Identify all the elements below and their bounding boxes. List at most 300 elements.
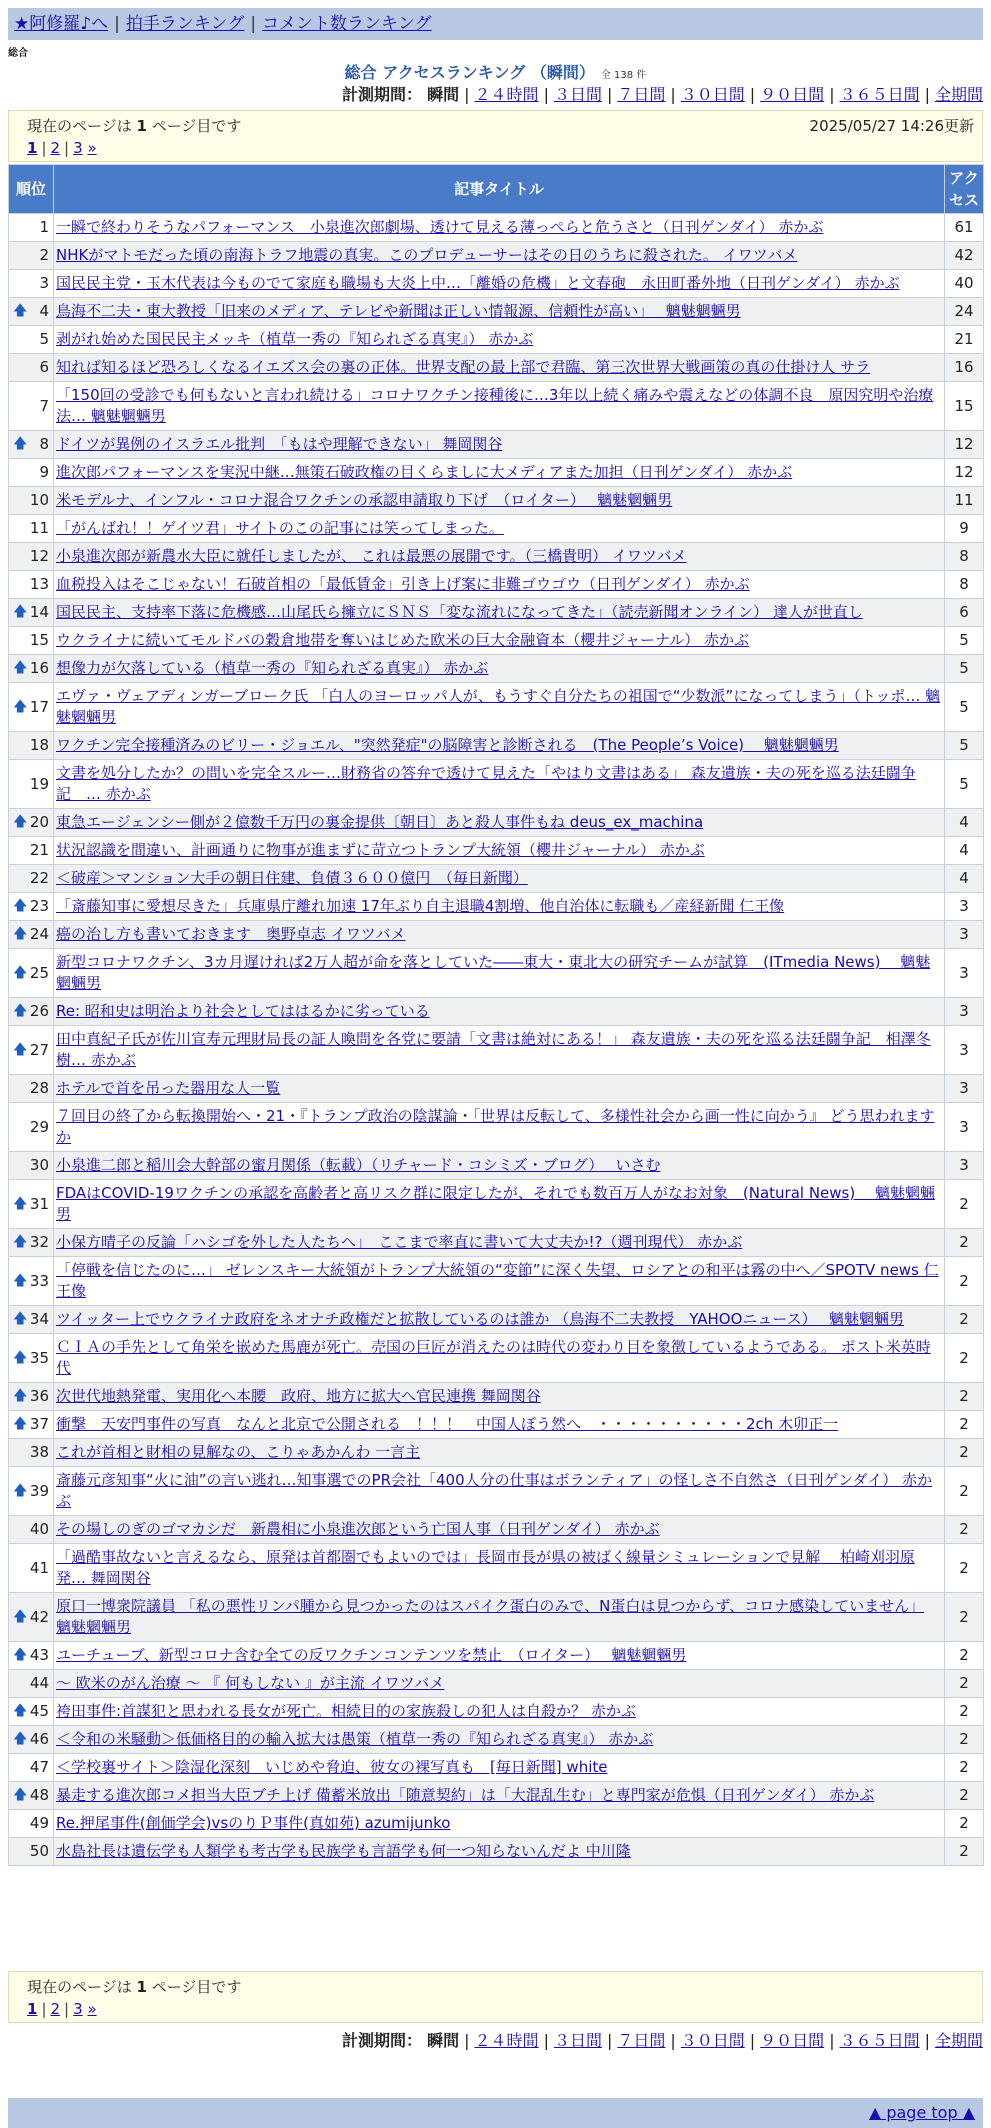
article-link[interactable]: ツイッター上でウクライナ政府をネオナチ政権だと拡散しているのは誰か （鳥海不二夫教授 YAHOOニュース） 魑魅魍魎男 [56, 1310, 904, 1328]
rank-number: 50 [29, 1842, 49, 1860]
access-count: 24 [945, 298, 984, 326]
rank-cell [9, 949, 54, 998]
access-count: 2 [945, 1698, 984, 1726]
rank-number: 5 [39, 330, 49, 348]
title-cell [54, 1754, 945, 1782]
period-selector-top: 計測期間： 瞬間 | ２４時間 | ３日間 | ７日間 | ３０日間 | ９０日間 | ３６５日間 | 全期間 [342, 85, 983, 104]
rank-number: 44 [29, 1674, 49, 1692]
rank-cell [9, 214, 54, 242]
up-arrow-icon: 🡅 [13, 303, 28, 319]
rank-number: 1 [39, 218, 49, 236]
period-link-3d[interactable]: ３日間 [553, 85, 602, 104]
rank-cell [9, 242, 54, 270]
page-link-3[interactable]: 3 [73, 139, 83, 157]
article-link[interactable]: ＜学校裏サイト＞陰湿化深刻 いじめや脅迫、彼女の裸写真も [毎日新聞] white [56, 1758, 608, 1776]
table-row [9, 1593, 984, 1642]
article-link[interactable]: 田中真紀子氏が佐川宣寿元理財局長の証人喚問を各党に要請「文書は絶対にある！」 森友遺族・夫の死を巡る法廷闘争記 相澤冬樹… 赤かぶ [56, 1030, 931, 1069]
title-cell [54, 949, 945, 998]
rank-cell [9, 1334, 54, 1383]
rank-number: 18 [29, 736, 49, 754]
article-link[interactable]: Re: 昭和史は明治より社会としてははるかに劣っている [56, 1002, 430, 1020]
title-cell [54, 683, 945, 732]
article-link[interactable]: 国民民主、支持率下落に危機感…山尾氏ら擁立にＳＮＳ「変な流れになってきた」（読売新聞オンライン） 達人が世直し [56, 603, 863, 621]
page-link-next[interactable]: » [87, 2000, 97, 2018]
table-row [9, 1334, 984, 1383]
access-count: 4 [945, 865, 984, 893]
table-row [9, 1698, 984, 1726]
period-link-30d[interactable]: ３０日間 [680, 2031, 745, 2050]
article-link[interactable]: ドイツが異例のイスラエル批判 「もはや理解できない」 舞岡関谷 [56, 435, 503, 453]
article-link[interactable]: 国民民主党・玉木代表は今ものでて家庭も職場も大炎上中…「離婚の危機」と文春砲 永田町番外地（日刊ゲンダイ） 赤かぶ [56, 274, 900, 292]
access-count: 5 [945, 683, 984, 732]
period-label: 計測期間： [342, 85, 423, 104]
rank-number: 37 [29, 1415, 49, 1433]
current-page-text: 現在のページは 1 ページ目です [27, 117, 242, 135]
period-link-365d[interactable]: ３６５日間 [839, 85, 920, 104]
period-link-30d[interactable]: ３０日間 [680, 85, 745, 104]
article-link[interactable]: 鳥海不二夫・東大教授「旧来のメディア、テレビや新聞は正しい情報源、信頼性が高い」 魑魅魍魎男 [56, 302, 741, 320]
title-cell [54, 732, 945, 760]
rank-cell [9, 1152, 54, 1180]
title-cell [54, 242, 945, 270]
rank-number: 29 [29, 1117, 49, 1136]
article-link[interactable]: ウクライナに続いてモルドバの穀倉地帯を奪いはじめた欧米の巨大金融資本（櫻井ジャーナル） 赤かぶ [56, 631, 749, 649]
page-link-1[interactable]: 1 [27, 139, 38, 157]
table-row [9, 1152, 984, 1180]
article-link[interactable]: 「150回の受診でも何もないと言われ続ける」コロナワクチン接種後に…3年以上続く痛みや震えなどの体調不良 原因究明や治療法… 魑魅魍魎男 [56, 386, 934, 425]
rank-number: 22 [29, 869, 49, 887]
rank-number: 31 [29, 1194, 49, 1213]
access-count: 40 [945, 270, 984, 298]
title-cell [54, 1782, 945, 1810]
footer-bar [8, 2098, 983, 2128]
table-row [9, 242, 984, 270]
article-link[interactable]: 袴田事件:首謀犯と思われる長女が死亡。相続目的の家族殺しの犯人は自殺か？ 赤かぶ [56, 1702, 636, 1720]
table-row [9, 431, 984, 459]
table-row [9, 571, 984, 599]
title-cell [54, 1439, 945, 1467]
period-current: 瞬間 [427, 2031, 460, 2050]
rank-cell [9, 459, 54, 487]
article-link[interactable]: ホテルで首を吊った器用な人一覧 [56, 1079, 281, 1097]
access-count: 61 [945, 214, 984, 242]
applause-ranking-link[interactable]: 拍手ランキング [125, 14, 245, 34]
rank-number: 48 [29, 1786, 49, 1804]
table-row [9, 1670, 984, 1698]
up-arrow-icon: 🡅 [13, 1608, 28, 1625]
title-header: 記事タイトル [54, 165, 945, 214]
ranking-title: 総合 アクセスランキング （瞬間） [344, 63, 595, 82]
article-link[interactable]: 「過酷事故ないと言えるなら、原発は首都圏でもよいのでは」長岡市長が県の被ばく線量シミュレーションで見解 柏崎刈羽原発… 舞岡関谷 [56, 1548, 915, 1587]
article-link[interactable]: 小泉進二郎と稲川会大幹部の蜜月関係（転載）（リチャード・コシミズ・ブログ） いさむ [56, 1156, 661, 1174]
rank-number: 3 [39, 274, 49, 292]
rank-cell [9, 431, 54, 459]
table-row [9, 214, 984, 242]
table-row [9, 1754, 984, 1782]
rank-number: 42 [29, 1607, 49, 1626]
period-link-90d[interactable]: ９０日間 [760, 85, 825, 104]
up-arrow-icon: 🡅 [13, 1349, 28, 1366]
home-link[interactable]: ★阿修羅♪へ [14, 14, 109, 34]
table-row [9, 760, 984, 809]
article-link[interactable]: 衝撃 天安門事件の写真 なんと北京で公開される ！！！ 中国人ぼう然へ ・・・・・・・・・・2ch 木卯正一 [56, 1415, 839, 1433]
up-arrow-icon: 🡅 [13, 1482, 28, 1499]
title-cell [54, 1306, 945, 1334]
rank-cell [9, 1593, 54, 1642]
up-arrow-icon: 🡅 [13, 1311, 28, 1327]
rank-number: 35 [29, 1348, 49, 1367]
access-count: 2 [945, 1516, 984, 1544]
up-arrow-icon: 🡅 [13, 1787, 28, 1803]
title-cell [54, 1257, 945, 1306]
up-arrow-icon: 🡅 [13, 1703, 28, 1719]
nav-separator: | [250, 14, 257, 34]
title-cell [54, 998, 945, 1026]
rank-cell [9, 921, 54, 949]
rank-number: 41 [29, 1558, 49, 1577]
rank-number: 47 [29, 1758, 49, 1776]
article-link[interactable]: 癌の治し方も書いておきます 奥野卓志 イワツバメ [56, 925, 406, 943]
article-link[interactable]: 小泉進次郎が新農水大臣に就任しましたが、 これは最悪の展開です。（三橋貴明） イワツバメ [56, 547, 687, 565]
period-link-3d[interactable]: ３日間 [553, 2031, 602, 2050]
rank-cell [9, 1229, 54, 1257]
current-page-text-bottom: 現在のページは 1 ページ目です [27, 1978, 242, 1996]
table-row [9, 865, 984, 893]
article-link[interactable]: その場しのぎのゴマカシだ 新農相に小泉進次郎という亡国人事（日刊ゲンダイ） 赤かぶ [56, 1520, 660, 1538]
article-link[interactable]: 原口一博衆院議員 「私の悪性リンパ腫から見つかったのはスパイク蛋白のみで、N蛋白は見つからず、コロナ感染していません」 魑魅魍魎男 [56, 1597, 925, 1636]
title-cell [54, 515, 945, 543]
period-label: 計測期間： [342, 2031, 423, 2050]
title-cell [54, 1229, 945, 1257]
access-count: 2 [945, 1726, 984, 1754]
article-link[interactable]: ７回目の終了から転換開始へ・21・『トランプ政治の陰謀論・「世界は反転して、多様性社会から画一性に向かう』 どう思われますか [56, 1107, 935, 1146]
rank-number: 36 [29, 1387, 49, 1405]
table-row [9, 1103, 984, 1152]
title-cell [54, 1516, 945, 1544]
rank-number: 15 [29, 631, 49, 649]
rank-number: 24 [29, 925, 49, 943]
article-link[interactable]: これが首相と財相の見解なの、こりゃあかんわ 一言主 [56, 1443, 421, 1461]
title-cell [54, 1411, 945, 1439]
access-count: 5 [945, 732, 984, 760]
period-link-365d[interactable]: ３６５日間 [839, 2031, 920, 2050]
table-row [9, 949, 984, 998]
table-row [9, 1383, 984, 1411]
rank-cell [9, 837, 54, 865]
up-arrow-icon: 🡅 [13, 436, 28, 452]
period-link-7d[interactable]: ７日間 [617, 85, 666, 104]
access-count: 2 [945, 1257, 984, 1306]
page-link-3[interactable]: 3 [73, 2000, 83, 2018]
article-link[interactable]: 斎藤元彦知事“火に油”の言い逃れ…知事選でのPR会社「400人分の仕事はボランティア」の怪しさ不自然さ（日刊ゲンダイ） 赤かぶ [56, 1471, 933, 1510]
rank-cell [9, 809, 54, 837]
article-link[interactable]: 「停戦を信じたのに…」 ゼレンスキー大統領がトランプ大統領の“変節”に深く失望、ロシアとの和平は霧の中へ／SPOTV news 仁王像 [56, 1261, 939, 1300]
access-count: 21 [945, 326, 984, 354]
access-count: 3 [945, 949, 984, 998]
rank-number: 13 [29, 575, 49, 593]
access-count: 4 [945, 837, 984, 865]
up-arrow-icon: 🡅 [13, 604, 28, 620]
article-link[interactable]: 「がんばれ！！ゲイツ君」サイトのこの記事には笑ってしまった。 [56, 519, 504, 537]
period-link-all[interactable]: 全期間 [934, 2031, 983, 2050]
access-count: 11 [945, 487, 984, 515]
table-row [9, 487, 984, 515]
period-link-24h[interactable]: ２４時間 [474, 2031, 539, 2050]
article-link[interactable]: Re.押尾事件(創価学会)vsのりＰ事件(真如苑) azumijunko [56, 1814, 451, 1832]
up-arrow-icon: 🡅 [13, 1195, 28, 1212]
rank-number: 11 [29, 519, 49, 537]
title-cell [54, 1103, 945, 1152]
table-row [9, 1439, 984, 1467]
article-link[interactable]: エヴァ・ヴェアディンガーブローク氏 「白人のヨーロッパ人が、もうすぐ自分たちの祖国で“少数派”になってしまう」（トッポ… 魑魅魍魎男 [56, 687, 941, 726]
page-link-2[interactable]: 2 [50, 139, 61, 157]
title-cell [54, 1642, 945, 1670]
title-cell [54, 1180, 945, 1229]
access-count: 9 [945, 515, 984, 543]
access-count: 3 [945, 1103, 984, 1152]
title-cell [54, 760, 945, 809]
access-count: 2 [945, 1439, 984, 1467]
ranking-table [8, 164, 984, 1866]
article-link[interactable]: 東急エージェンシー側が２億数千万円の裏金提供〔朝日〕あと殺人事件もね deus_ex_machina [56, 813, 704, 831]
article-link[interactable]: 「斎藤知事に愛想尽きた」兵庫県庁離れ加速 17年ぶり自主退職4割増、他自治体に転職も／産経新聞 仁王像 [56, 897, 785, 915]
rank-cell [9, 1670, 54, 1698]
article-link[interactable]: 次世代地熱発電、実用化へ本腰 政府、地方に拡大へ官民連携 舞岡関谷 [56, 1387, 541, 1405]
table-row [9, 270, 984, 298]
rank-number: 17 [29, 697, 49, 716]
page-link-1[interactable]: 1 [27, 2000, 38, 2018]
access-count: 2 [945, 1670, 984, 1698]
table-row [9, 326, 984, 354]
article-link[interactable]: 剥がれ始めた国民民主メッキ（植草一秀の『知られざる真実』） 赤かぶ [56, 330, 534, 348]
pager-bottom [8, 1971, 983, 2023]
page-links: 1 | 2 | 3 » [27, 139, 97, 157]
rank-number: 28 [29, 1079, 49, 1097]
table-row [9, 921, 984, 949]
rank-cell [9, 571, 54, 599]
rank-cell [9, 1439, 54, 1467]
title-cell [54, 599, 945, 627]
access-count: 6 [945, 599, 984, 627]
table-row [9, 1467, 984, 1516]
article-link[interactable]: 水島社長は遺伝学も人類学も考古学も民族学も言語学も何一つ知らないんだよ 中川隆 [56, 1842, 631, 1860]
table-row [9, 515, 984, 543]
period-link-7d[interactable]: ７日間 [617, 2031, 666, 2050]
access-header: アクセス [945, 165, 984, 214]
access-count: 3 [945, 998, 984, 1026]
access-count: 2 [945, 1334, 984, 1383]
article-link[interactable]: 血税投入はそこじゃない！石破首相の「最低賃金」引き上げ案に非難ゴウゴウ（日刊ゲンダイ） 赤かぶ [56, 575, 750, 593]
rank-number: 16 [29, 659, 49, 677]
title-cell [54, 1544, 945, 1593]
table-row [9, 1782, 984, 1810]
title-cell [54, 270, 945, 298]
article-link[interactable]: ワクチン完全接種済みのビリー・ジョエル、"突然発症"の脳障害と診断される (The People’s Voice) 魑魅魍魎男 [56, 736, 839, 754]
article-link[interactable]: ～ 欧米のがん治療 ～ 『 何もしない 』が主流 イワツバメ [56, 1674, 445, 1692]
up-arrow-icon: 🡅 [13, 1731, 28, 1747]
article-link[interactable]: 進次郎パフォーマンスを実況中継…無策石破政権の目くらましに大メディアまた加担（日刊ゲンダイ） 赤かぶ [56, 463, 793, 481]
access-count: 5 [945, 655, 984, 683]
rank-number: 33 [29, 1271, 49, 1290]
title-cell [54, 1026, 945, 1075]
rank-cell [9, 1782, 54, 1810]
rank-number: 14 [29, 603, 49, 621]
table-row [9, 1544, 984, 1593]
rank-cell [9, 1838, 54, 1866]
page-link-2[interactable]: 2 [50, 2000, 61, 2018]
table-row [9, 1411, 984, 1439]
up-arrow-icon: 🡅 [13, 1234, 28, 1250]
title-cell [54, 627, 945, 655]
title-cell [54, 1670, 945, 1698]
article-link[interactable]: NHKがマトモだった頃の南海トラフ地震の真実。このプロデューサーはその日のうちに殺された。 イワツバメ [56, 246, 798, 264]
rank-cell [9, 326, 54, 354]
table-row [9, 998, 984, 1026]
article-link[interactable]: ＜破産＞マンション大手の朝日住建、負債３６００億円 （毎日新聞） [56, 869, 528, 887]
title-cell [54, 921, 945, 949]
rank-cell [9, 683, 54, 732]
up-arrow-icon: 🡅 [13, 1647, 28, 1663]
up-arrow-icon: 🡅 [13, 898, 28, 914]
rank-cell [9, 1698, 54, 1726]
rank-cell [9, 1754, 54, 1782]
access-count: 2 [945, 1782, 984, 1810]
table-row [9, 1516, 984, 1544]
title-cell [54, 431, 945, 459]
rank-number: 26 [29, 1002, 49, 1020]
page-top-link[interactable]: ▲ page top ▲ [868, 2103, 975, 2122]
access-count: 3 [945, 921, 984, 949]
access-count: 5 [945, 760, 984, 809]
rank-number: 43 [29, 1646, 49, 1664]
rank-number: 23 [29, 897, 49, 915]
table-header-row [9, 165, 984, 214]
article-link[interactable]: 状況認識を間違い、計画通りに物事が進まずに苛立つトランプ大統領（櫻井ジャーナル） 赤かぶ [56, 841, 705, 859]
title-cell [54, 1334, 945, 1383]
article-link[interactable]: FDAはCOVID-19ワクチンの承認を高齢者と高リスク群に限定したが、それでも数百万人がなお対象 (Natural News) 魑魅魍魎男 [56, 1184, 935, 1223]
title-cell [54, 543, 945, 571]
period-link-24h[interactable]: ２４時間 [474, 85, 539, 104]
article-link[interactable]: 文書を処分したか？の問いを完全スルー…財務省の答弁で透けて見えた「やはり文書はある」 森友遺族・夫の死を巡る法廷闘争記 … 赤かぶ [56, 764, 916, 803]
access-count: 3 [945, 893, 984, 921]
rank-cell [9, 732, 54, 760]
title-cell [54, 459, 945, 487]
period-link-90d[interactable]: ９０日間 [760, 2031, 825, 2050]
rank-cell [9, 543, 54, 571]
table-row [9, 1257, 984, 1306]
title-cell [54, 655, 945, 683]
article-link[interactable]: ＣＩＡの手先として角栄を嵌めた馬鹿が死亡。売国の巨匠が消えたのは時代の変わり目を象徴しているようである。 ポスト米英時代 [56, 1338, 931, 1377]
article-link[interactable]: 小保方晴子の反論「ハシゴを外した人たちへ」 ここまで率直に書いて大丈夫か!?（週刊現代） 赤かぶ [56, 1233, 743, 1251]
access-count: 2 [945, 1229, 984, 1257]
access-count: 4 [945, 809, 984, 837]
rank-cell [9, 515, 54, 543]
table-row [9, 543, 984, 571]
rank-cell [9, 893, 54, 921]
title-cell [54, 1075, 945, 1103]
title-cell [54, 893, 945, 921]
rank-cell [9, 382, 54, 431]
page-title [0, 60, 991, 83]
article-link[interactable]: 暴走する進次郎コメ担当大臣ブチ上げ 備蓄米放出「随意契約」は「大混乱生む」と専門家が危惧（日刊ゲンダイ） 赤かぶ [56, 1786, 875, 1804]
rank-cell [9, 1306, 54, 1334]
rank-cell [9, 1075, 54, 1103]
title-cell [54, 1593, 945, 1642]
title-cell [54, 1698, 945, 1726]
rank-cell [9, 1810, 54, 1838]
rank-number: 19 [29, 774, 49, 793]
table-row [9, 298, 984, 326]
up-arrow-icon: 🡅 [13, 1388, 28, 1404]
title-cell [54, 298, 945, 326]
rank-cell [9, 354, 54, 382]
article-link[interactable]: 新型コロナワクチン、3カ月遅ければ2万人超が命を落としていた――東大・東北大の研究チームが試算 (ITmedia News) 魑魅魍魎男 [56, 953, 931, 992]
title-cell [54, 382, 945, 431]
table-row [9, 1229, 984, 1257]
updated-time: 2025/05/27 14:26更新 [809, 117, 974, 135]
title-cell [54, 487, 945, 515]
article-link[interactable]: ユーチューブ、新型コロナ含む全ての反ワクチンコンテンツを禁止 （ロイター） 魑魅魍魎男 [56, 1646, 687, 1664]
title-cell [54, 837, 945, 865]
access-count: 2 [945, 1306, 984, 1334]
rank-number: 27 [29, 1040, 49, 1059]
rank-number: 25 [29, 963, 49, 982]
up-arrow-icon: 🡅 [13, 814, 28, 830]
article-link[interactable]: 想像力が欠落している（植草一秀の『知られざる真実』） 赤かぶ [56, 659, 489, 677]
table-row [9, 809, 984, 837]
table-row [9, 627, 984, 655]
article-link[interactable]: 米モデルナ、インフル・コロナ混合ワクチンの承認申請取り下げ （ロイター） 魑魅魍魎男 [56, 491, 673, 509]
table-row [9, 732, 984, 760]
access-count: 2 [945, 1642, 984, 1670]
title-cell [54, 1726, 945, 1754]
access-count: 2 [945, 1754, 984, 1782]
table-row [9, 354, 984, 382]
access-count: 2 [945, 1180, 984, 1229]
rank-number: 30 [29, 1156, 49, 1174]
title-cell [54, 571, 945, 599]
article-link[interactable]: 知れば知るほど恐ろしくなるイエズス会の裏の正体。世界支配の最上部で君臨、第三次世界大戦画策の真の仕掛け人 サラ [56, 358, 871, 376]
table-row [9, 1026, 984, 1075]
title-cell [54, 214, 945, 242]
page-links-bottom: 1 | 2 | 3 » [27, 2000, 97, 2018]
rank-number: 21 [29, 841, 49, 859]
access-count: 3 [945, 1026, 984, 1075]
page-link-next[interactable]: » [87, 139, 97, 157]
rank-cell [9, 298, 54, 326]
title-cell [54, 865, 945, 893]
access-count: 2 [945, 1544, 984, 1593]
rank-number: 20 [29, 813, 49, 831]
rank-number: 34 [29, 1310, 49, 1328]
table-row [9, 1810, 984, 1838]
table-row [9, 655, 984, 683]
comment-ranking-link[interactable]: コメント数ランキング [262, 14, 432, 34]
rank-number: 9 [39, 463, 49, 481]
article-link[interactable]: ＜令和の米騒動＞低価格目的の輸入拡大は愚策（植草一秀の『知られざる真実』） 赤かぶ [56, 1730, 654, 1748]
table-row [9, 1642, 984, 1670]
top-nav-bar [8, 8, 983, 40]
rank-number: 10 [29, 491, 49, 509]
rank-cell [9, 655, 54, 683]
access-count: 2 [945, 1810, 984, 1838]
table-row [9, 683, 984, 732]
article-link[interactable]: 一瞬で終わりそうなパフォーマンス 小泉進次郎劇場、透けて見える薄っぺらと危うさと（日刊ゲンダイ） 赤かぶ [56, 218, 824, 236]
rank-cell [9, 865, 54, 893]
rank-cell [9, 1544, 54, 1593]
category-label: 総合 [8, 48, 28, 59]
period-link-all[interactable]: 全期間 [934, 85, 983, 104]
